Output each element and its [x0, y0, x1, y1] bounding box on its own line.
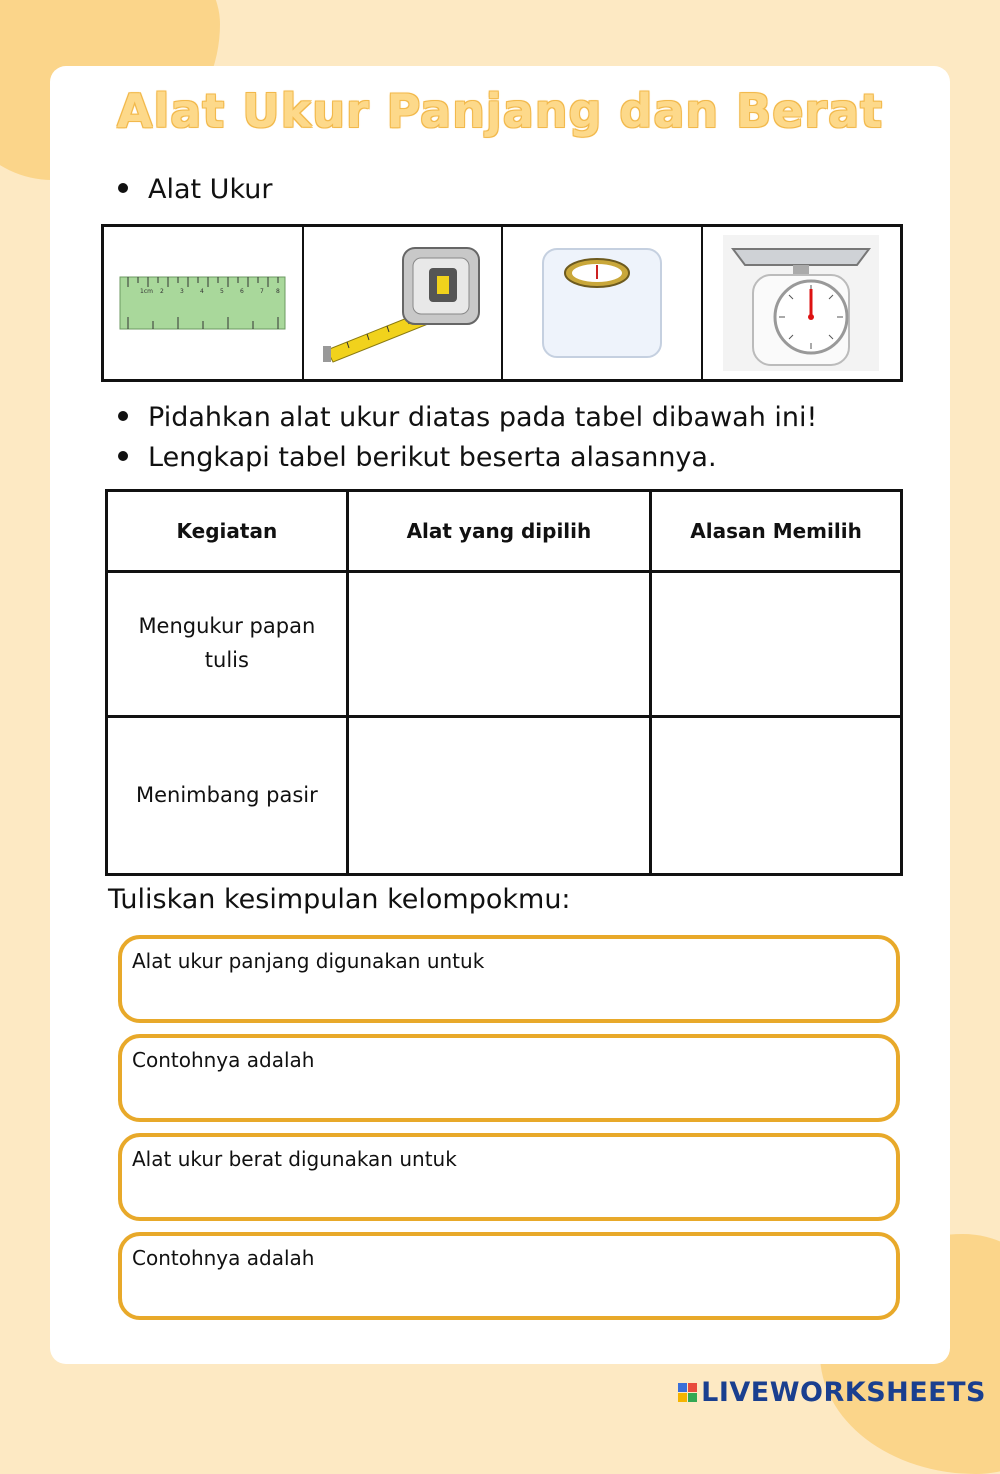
instruction-bullet-1: Pidahkan alat ukur diatas pada tabel dibawah ini! — [118, 402, 817, 433]
instruction-bullet-2: Lengkapi tabel berikut beserta alasannya. — [118, 442, 717, 473]
ruler-tick-label: 6 — [239, 288, 244, 295]
ruler-tick-label: 3 — [179, 288, 184, 295]
activity-text: Menimbang pasir — [135, 782, 318, 807]
ruler-tick-label: 4 — [199, 288, 204, 295]
conclusion-box-4[interactable] — [118, 1232, 900, 1320]
liveworksheets-brand[interactable] — [678, 1377, 986, 1408]
header-alat-dipilih: Alat yang dipilih — [347, 491, 650, 572]
ruler-tick-label: 1cm — [139, 288, 153, 295]
tool-cell-tape-measure[interactable] — [304, 227, 504, 379]
tool-cell-ruler[interactable] — [104, 227, 304, 379]
table-row — [107, 572, 902, 717]
ruler-tick-label: 2 — [159, 288, 164, 295]
ruler-tick-label: 5 — [219, 288, 224, 295]
conclusion-prompt: Alat ukur berat digunakan untuk — [132, 1147, 457, 1171]
section-bullet-alat-ukur: Alat Ukur — [118, 174, 272, 205]
ruler-tick-label: 8 — [275, 288, 280, 295]
kitchen-scale-icon — [723, 235, 879, 371]
conclusion-box-3[interactable] — [118, 1133, 900, 1221]
ruler-tick-label: 7 — [259, 288, 264, 295]
conclusion-prompt: Alat ukur panjang digunakan untuk — [132, 949, 485, 973]
header-kegiatan: Kegiatan — [107, 491, 348, 572]
activity-cell — [107, 572, 348, 717]
tools-image-row — [101, 224, 903, 382]
table-row — [107, 717, 902, 875]
bathroom-scale-icon — [537, 243, 667, 363]
tool-cell-kitchen-scale[interactable] — [703, 227, 901, 379]
reason-input-cell[interactable] — [651, 572, 902, 717]
brand-text: LIVEWORKSHEETS — [701, 1377, 986, 1408]
conclusion-box-1[interactable] — [118, 935, 900, 1023]
ruler-icon — [118, 273, 288, 333]
tool-drop-cell[interactable] — [347, 717, 650, 875]
activity-text: Mengukur papan tulis — [138, 614, 316, 672]
conclusion-prompt: Contohnya adalah — [132, 1246, 315, 1270]
conclusion-prompt: Contohnya adalah — [132, 1048, 315, 1072]
liveworksheets-logo-icon — [678, 1383, 697, 1402]
activity-cell — [107, 717, 348, 875]
conclusion-box-2[interactable] — [118, 1034, 900, 1122]
tape-measure-icon — [317, 238, 487, 368]
activity-table — [105, 489, 903, 876]
tool-cell-bathroom-scale[interactable] — [503, 227, 703, 379]
tool-drop-cell[interactable] — [347, 572, 650, 717]
page-title: Alat Ukur Panjang dan Berat — [116, 84, 884, 138]
table-header-row — [107, 491, 902, 572]
conclusion-label: Tuliskan kesimpulan kelompokmu: — [108, 884, 571, 915]
header-alasan: Alasan Memilih — [651, 491, 902, 572]
reason-input-cell[interactable] — [651, 717, 902, 875]
